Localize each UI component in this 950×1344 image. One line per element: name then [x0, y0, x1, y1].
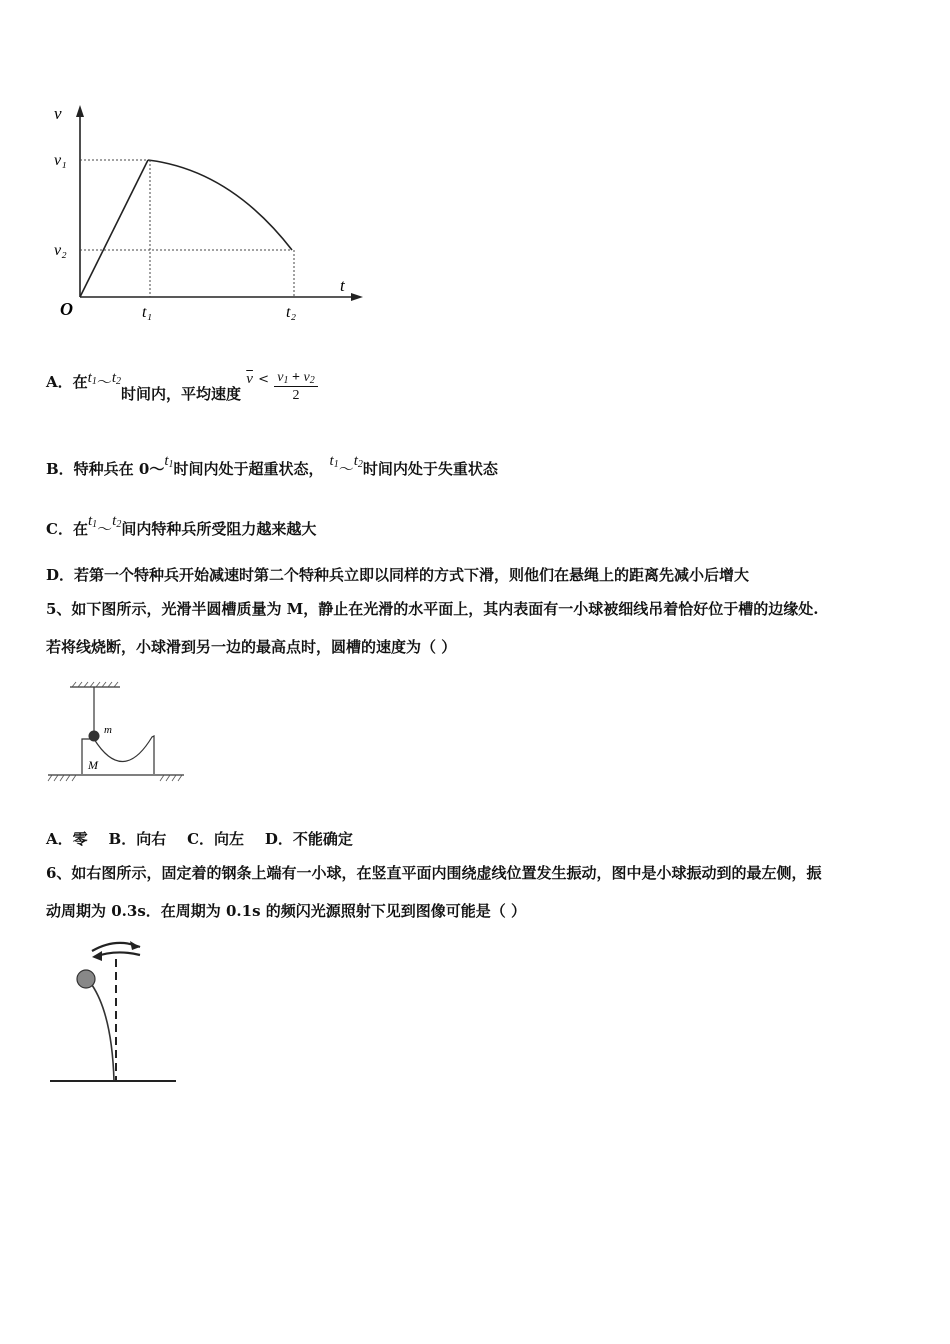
- t1-label: t₁: [142, 304, 153, 321]
- option-c: [46, 512, 317, 538]
- origin-label: O: [60, 299, 73, 319]
- t-axis-label: t: [340, 276, 345, 295]
- swing-arrow-head-left: [92, 951, 102, 961]
- frac-v1-sub: 1: [283, 375, 289, 386]
- option-b-prefix: B．特种兵在 0～: [46, 460, 165, 478]
- option-b-t2: t: [353, 453, 358, 469]
- groove-label: M: [88, 758, 98, 772]
- velocity-time-graph: [40, 95, 380, 330]
- frac-den: 2: [292, 388, 300, 403]
- frac-v1: v: [277, 370, 284, 385]
- option-a-t2: t: [111, 370, 116, 386]
- option-b: [46, 452, 498, 478]
- q6-line1: 6、如右图所示，固定着的钢条上端有一小球，在竖直平面内围绕虚线位置发生振动，图中是小球振动到的最左侧，振: [46, 864, 822, 882]
- option-a-tilde: ～: [96, 373, 112, 391]
- option-a-text: 时间内，平均速度: [121, 385, 242, 403]
- option-a-vbar: $\overline{v}$: [246, 371, 253, 387]
- option-a-prefix: A．在: [46, 373, 88, 391]
- t-axis-arrow: [351, 293, 363, 301]
- v1-label: v₁: [54, 152, 67, 169]
- ball: [89, 731, 100, 742]
- option-b-t1-sub: 1: [168, 459, 174, 470]
- option-c-prefix: C．在: [46, 520, 88, 538]
- half-groove-diagram: [44, 680, 194, 790]
- option-a: [46, 366, 318, 403]
- rod-ball: [77, 970, 95, 988]
- option-d: D．若第一个特种兵开始减速时第二个特种兵立即以同样的方式下滑，则他们在悬绳上的距离先减小后增大: [46, 566, 750, 584]
- option-c-t1: t: [87, 513, 93, 529]
- q5-line1: 5、如下图所示，光滑半圆槽质量为 M，静止在光滑的水平面上，其内表面有一小球被细线吊着恰好位于槽的边缘处.: [46, 600, 819, 618]
- option-b-tilde: ～: [338, 460, 354, 478]
- option-a-lt: <: [258, 372, 270, 387]
- option-c-text: 间内特种兵所受阻力越来越大: [121, 520, 317, 538]
- q6-line2: 动周期为 0.3s．在周期为 0.1s 的频闪光源照射下见到图像可能是（ ）: [46, 902, 526, 920]
- option-a-t1-sub: 1: [91, 376, 97, 387]
- ball-label: m: [104, 724, 112, 736]
- accel-segment: [80, 160, 148, 297]
- option-c-t2: t: [112, 513, 117, 529]
- option-c-t1-sub: 1: [92, 519, 98, 530]
- option-a-t2-sub: 2: [116, 376, 121, 387]
- option-b-t1b: t: [329, 453, 334, 469]
- average-velocity-fraction: [274, 370, 317, 404]
- frac-v2: v: [303, 370, 310, 385]
- v-axis-arrow: [76, 105, 84, 117]
- option-b-text: 时间内处于失重状态: [362, 460, 498, 478]
- option-b-t1b-sub: 1: [333, 459, 339, 470]
- v-axis-label: v: [54, 104, 62, 123]
- option-b-t2-sub: 2: [357, 459, 363, 470]
- option-b-t1: t: [164, 453, 169, 469]
- q5-options: A．零 B．向右 C．向左 D．不能确定: [46, 830, 353, 848]
- vibrating-rod-diagram: [44, 935, 184, 1085]
- q5-line2: 若将线烧断，小球滑到另一边的最高点时，圆槽的速度为（ ）: [46, 638, 457, 656]
- decel-curve: [148, 160, 292, 250]
- option-c-tilde: ～: [97, 520, 113, 538]
- steel-rod: [92, 985, 114, 1081]
- v2-label: v₂: [54, 242, 67, 259]
- option-c-t2-sub: 2: [116, 519, 122, 530]
- option-a-t1: t: [87, 370, 92, 386]
- option-b-mid: 时间内处于超重状态，: [173, 460, 324, 478]
- frac-v2-sub: 2: [309, 375, 315, 386]
- frac-plus: +: [292, 370, 300, 385]
- t2-label: t₂: [286, 304, 297, 321]
